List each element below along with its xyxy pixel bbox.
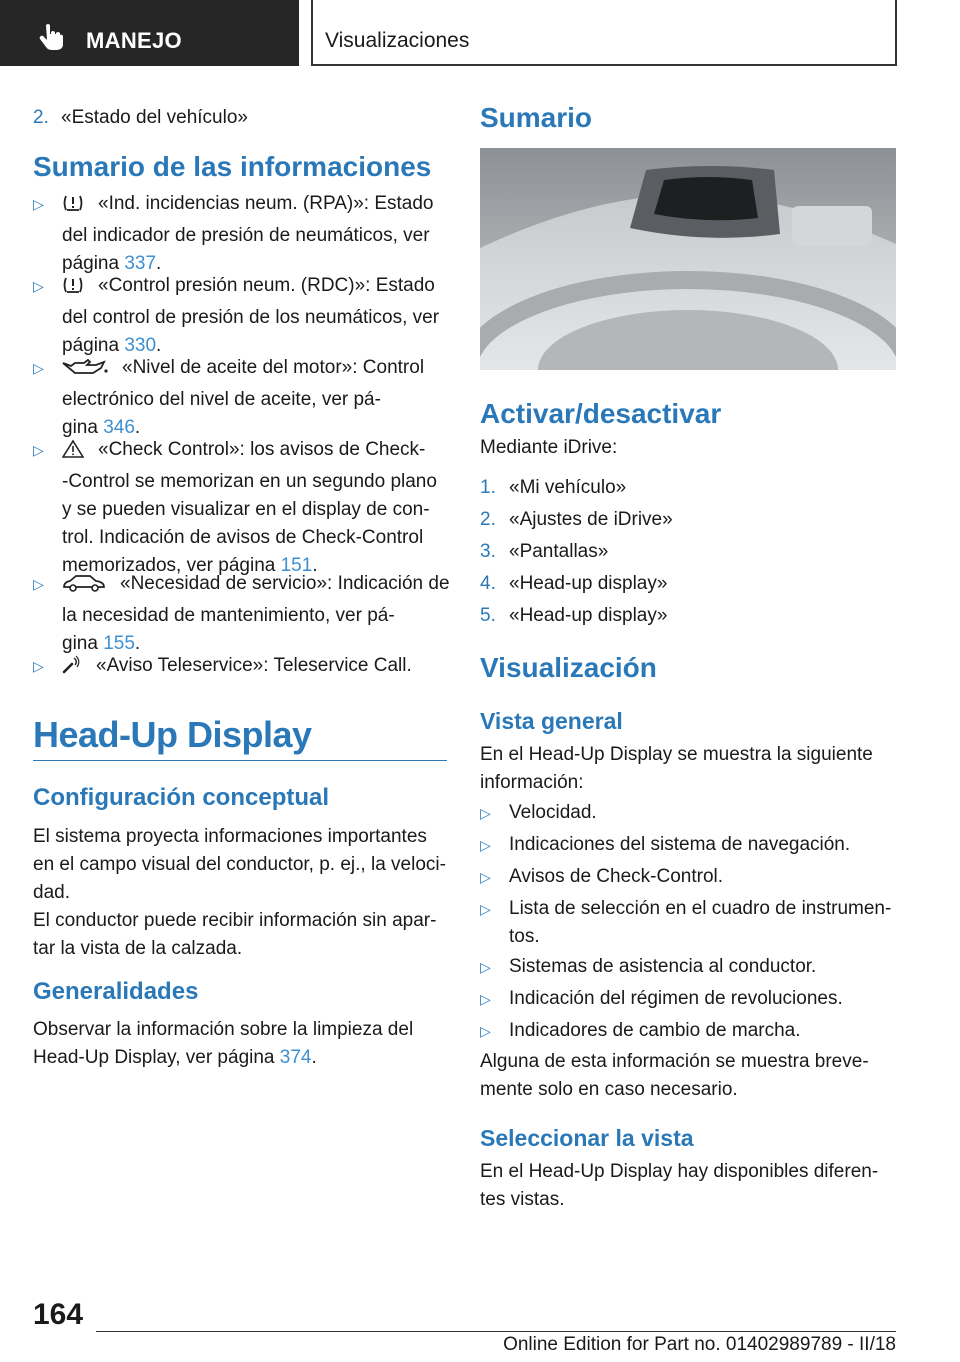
paragraph: El sistema proyecta informaciones importantes en el campo visual del conductor, p. ej., la veloci- dad.	[33, 826, 446, 903]
list-item-text: del indicador de presión de neumáticos, ver	[62, 225, 430, 246]
list-item-text: Sistemas de asistencia al conductor.	[509, 956, 817, 977]
list-item-text: «Ind. incidencias neum. (RPA)»: Estado	[98, 193, 434, 214]
list-item-text: la necesidad de mantenimiento, ver pá-	[62, 605, 395, 626]
page-link[interactable]: 330	[124, 335, 157, 356]
step-number: 3.	[480, 541, 496, 562]
section-heading: Sumario de las informaciones	[33, 151, 432, 182]
page-title: Visualizaciones	[325, 29, 470, 52]
paragraph: Alguna de esta información se muestra breve- mente solo en caso necesario.	[480, 1051, 869, 1100]
car-service-icon	[62, 573, 106, 602]
header-section-tab	[0, 0, 299, 66]
bullet-marker: ▷	[480, 837, 491, 853]
step-text: «Head-up display»	[509, 605, 668, 626]
oil-can-icon	[62, 357, 108, 386]
list-item-text: del control de presión de los neumáticos, ver	[62, 307, 440, 328]
warning-triangle-icon	[62, 439, 84, 468]
list-item-text: Indicación del régimen de revoluciones.	[509, 988, 843, 1009]
list-item	[480, 799, 900, 827]
list-item-text: «Necesidad de servicio»: Indicación de	[120, 573, 450, 594]
list-item-text: trol. Indicación de avisos de Check-Control	[62, 527, 424, 548]
bullet-marker: ▷	[33, 360, 44, 376]
bullet-marker: ▷	[33, 196, 44, 212]
list-item-text: Indicaciones del sistema de navegación.	[509, 834, 851, 855]
bullet-marker: ▷	[33, 278, 44, 294]
list-item-text: Indicadores de cambio de marcha.	[509, 1020, 801, 1041]
list-item	[480, 863, 900, 891]
page-number: 164	[33, 1298, 84, 1331]
list-item	[480, 953, 900, 981]
section-heading: Visualización	[480, 652, 657, 683]
paragraph: Observar la información sobre la limpieza del Head-Up Display, ver página 374.	[33, 1019, 414, 1068]
step-text: «Pantallas»	[509, 541, 609, 562]
list-item	[480, 895, 900, 951]
list-item	[33, 104, 453, 132]
list-item-text: gina	[62, 633, 104, 654]
bullet-marker: ▷	[33, 658, 44, 674]
bullet-marker: ▷	[480, 1023, 491, 1039]
footer-rule	[96, 1331, 896, 1332]
paragraph: En el Head-Up Display se muestra la siguiente información:	[480, 744, 873, 793]
hand-pointer-icon	[36, 22, 66, 52]
bullet-marker: ▷	[480, 991, 491, 1007]
page-link[interactable]: 346	[103, 417, 135, 438]
list-item-text: memorizados, ver página	[62, 555, 281, 576]
subsection-heading: Vista general	[480, 708, 623, 734]
list-item-text: «Check Control»: los avisos de Check-	[98, 439, 426, 460]
list-item-text: Avisos de Check-Control.	[509, 866, 724, 887]
list-item-text: Lista de selección en el cuadro de instrumen- tos.	[509, 898, 892, 947]
tire-pressure-icon	[62, 193, 84, 222]
list-item: ▷ «Ind. incidencias neum. (RPA)»: Estado del indicador de presión de neumáticos, ver página 337.	[33, 190, 453, 274]
section-heading: Sumario	[480, 102, 593, 133]
head-up-display-photo	[480, 148, 896, 370]
list-item-text: «Aviso Teleservice»: Teleservice Call.	[96, 655, 412, 676]
bullet-marker: ▷	[33, 442, 44, 458]
section-heading: Generalidades	[33, 978, 199, 1005]
paragraph: Mediante iDrive:	[480, 437, 618, 458]
list-item-text: «Estado del vehículo»	[61, 107, 248, 128]
bullet-marker: ▷	[480, 869, 491, 885]
step-text: «Mi vehículo»	[509, 477, 627, 498]
list-item: ▷ «Nivel de aceite del motor»: Control electrónico del nivel de aceite, ver pá- gina 346.	[33, 354, 453, 438]
list-item: ▷ «Control presión neum. (RDC)»: Estado del control de presión de los neumáticos, ver página 330.	[33, 272, 453, 356]
list-marker: 2.	[33, 107, 49, 128]
step-number: 1.	[480, 477, 496, 498]
list-item-text: electrónico del nivel de aceite, ver pá-	[62, 389, 381, 410]
bullet-marker: ▷	[480, 901, 491, 917]
list-item	[480, 985, 900, 1013]
step-text: «Ajustes de iDrive»	[509, 509, 673, 530]
page-link[interactable]: 155	[103, 633, 135, 654]
bullet-marker: ▷	[33, 576, 44, 592]
list-item-text: -Control se memorizan en un segundo plano	[62, 471, 437, 492]
step-item	[480, 506, 900, 534]
section-label: MANEJO	[86, 28, 182, 53]
page-link[interactable]: 151	[280, 555, 313, 576]
section-heading: Configuración conceptual	[33, 784, 330, 811]
step-item	[480, 570, 900, 598]
step-text: «Head-up display»	[509, 573, 668, 594]
page-link[interactable]: 337	[124, 253, 157, 274]
list-item-text: Velocidad.	[509, 802, 597, 823]
step-number: 4.	[480, 573, 496, 594]
list-item-text: «Nivel de aceite del motor»: Control	[122, 357, 425, 378]
step-item	[480, 538, 900, 566]
wrench-signal-icon	[62, 655, 82, 684]
section-heading: Activar/desactivar	[480, 398, 722, 429]
list-item	[33, 652, 453, 680]
list-item: ▷ «Check Control»: los avisos de Check- -Control se memorizan en un segundo plano y se pueden visualizar en el display de con- trol. Indicación de avisos de Check-Control memorizados, ver página 151.	[33, 436, 453, 576]
list-item-text: página	[62, 253, 125, 274]
list-item-text: y se pueden visualizar en el display de con-	[62, 499, 430, 520]
list-item	[480, 831, 900, 859]
list-item: ▷ «Necesidad de servicio»: Indicación de la necesidad de mantenimiento, ver pá- gina 155.	[33, 570, 453, 654]
list-item	[480, 1017, 900, 1045]
list-item-text: página	[62, 335, 125, 356]
paragraph: El conductor puede recibir información sin apar- tar la vista de la calzada.	[33, 910, 437, 959]
list-item-text: gina	[62, 417, 104, 438]
paragraph: En el Head-Up Display hay disponibles diferen- tes vistas.	[480, 1161, 879, 1210]
bullet-marker: ▷	[480, 805, 491, 821]
step-item	[480, 474, 900, 502]
tire-pressure-icon	[62, 275, 84, 304]
heading-rule	[33, 760, 447, 761]
chapter-heading: Head-Up Display	[33, 714, 312, 755]
footer-edition: Online Edition for Part no. 01402989789 - II/18	[503, 1334, 896, 1355]
bullet-marker: ▷	[480, 959, 491, 975]
page-link[interactable]: 374	[279, 1047, 312, 1068]
subsection-heading: Seleccionar la vista	[480, 1125, 694, 1151]
step-number: 2.	[480, 509, 496, 530]
step-number: 5.	[480, 605, 496, 626]
list-item-text: «Control presión neum. (RDC)»: Estado	[98, 275, 435, 296]
step-item	[480, 602, 900, 630]
